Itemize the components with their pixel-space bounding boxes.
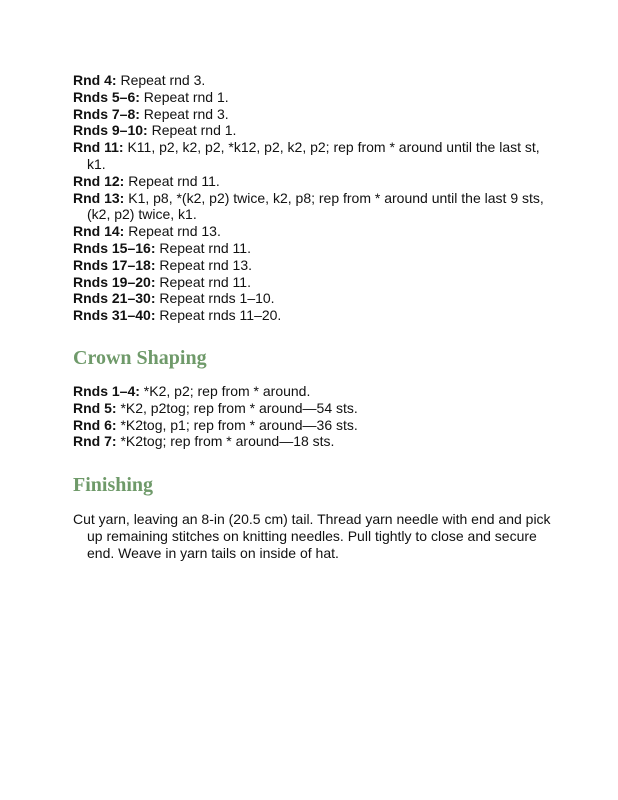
instruction-line bbox=[73, 383, 553, 400]
round-text: Repeat rnd 11. bbox=[124, 172, 220, 189]
round-label: Rnd 4: bbox=[73, 72, 117, 88]
instruction-line bbox=[73, 307, 553, 324]
round-label: Rnds 19–20: bbox=[73, 273, 156, 290]
round-text: Repeat rnd 11. bbox=[155, 273, 251, 290]
round-text: *K2tog; rep from * around—18 sts. bbox=[116, 433, 335, 450]
rounds-instructions bbox=[73, 72, 553, 324]
finishing-heading: Finishing bbox=[73, 474, 154, 496]
instruction-line bbox=[73, 257, 553, 274]
round-text: Repeat rnds 1–10. bbox=[155, 290, 275, 307]
round-label: Rnds 5–6: bbox=[73, 88, 140, 105]
instruction-line bbox=[73, 223, 553, 240]
round-label: Rnds 31–40: bbox=[73, 307, 156, 324]
round-text: K1, p8, *(k2, p2) twice, k2, p8; rep from * around until the last 9 sts, (k2, p2) twice, k1. bbox=[87, 189, 544, 223]
round-label: Rnd 11: bbox=[73, 139, 124, 156]
round-text: Repeat rnd 11. bbox=[155, 239, 251, 256]
round-label: Rnds 7–8: bbox=[73, 105, 140, 122]
round-label: Rnd 14: bbox=[73, 223, 125, 240]
finishing-paragraph: Cut yarn, leaving an 8-in (20.5 cm) tail. Thread yarn needle with end and pick up remaining stitches on knitting needles. Pull tightly to close and secure end. Weave in yarn tails on inside of hat. bbox=[73, 511, 551, 561]
round-label: Rnd 6: bbox=[73, 416, 117, 433]
finishing-instructions bbox=[73, 511, 553, 561]
round-label: Rnds 21–30: bbox=[73, 290, 156, 307]
round-text: *K2tog, p1; rep from * around—36 sts. bbox=[116, 416, 358, 433]
round-label: Rnds 15–16: bbox=[73, 239, 156, 256]
round-label: Rnd 7: bbox=[73, 433, 117, 450]
instruction-line bbox=[73, 106, 553, 123]
instruction-line bbox=[73, 290, 553, 307]
round-label: Rnd 13: bbox=[73, 189, 125, 206]
instruction-line bbox=[73, 433, 553, 450]
instruction-line bbox=[73, 274, 553, 291]
round-text: Repeat rnd 3. bbox=[116, 72, 206, 88]
instruction-line bbox=[73, 240, 553, 257]
round-text: *K2, p2tog; rep from * around—54 sts. bbox=[116, 399, 358, 416]
round-label: Rnds 17–18: bbox=[73, 256, 156, 273]
round-text: Repeat rnds 11–20. bbox=[155, 307, 282, 324]
crown-shaping-instructions bbox=[73, 383, 553, 450]
crown-shaping-heading: Crown Shaping bbox=[73, 347, 207, 369]
round-label: Rnds 1–4: bbox=[73, 383, 140, 399]
round-label: Rnd 12: bbox=[73, 172, 125, 189]
round-text: Repeat rnd 1. bbox=[139, 88, 229, 105]
round-text: Repeat rnd 1. bbox=[147, 122, 237, 139]
round-text: Repeat rnd 13. bbox=[155, 256, 252, 273]
instruction-line bbox=[73, 89, 553, 106]
round-text: K11, p2, k2, p2, *k12, p2, k2, p2; rep from * around until the last st, k1. bbox=[87, 139, 540, 172]
instruction-line bbox=[73, 190, 553, 224]
instruction-line bbox=[73, 173, 553, 190]
round-label: Rnds 9–10: bbox=[73, 122, 148, 139]
round-label: Rnd 5: bbox=[73, 399, 117, 416]
round-text: Repeat rnd 3. bbox=[139, 105, 229, 122]
instruction-line bbox=[73, 72, 553, 89]
instruction-line bbox=[73, 139, 553, 173]
round-text: *K2, p2; rep from * around. bbox=[139, 383, 311, 399]
instruction-line bbox=[73, 400, 553, 417]
round-text: Repeat rnd 13. bbox=[124, 223, 221, 240]
instruction-line bbox=[73, 417, 553, 434]
instruction-line bbox=[73, 122, 553, 139]
